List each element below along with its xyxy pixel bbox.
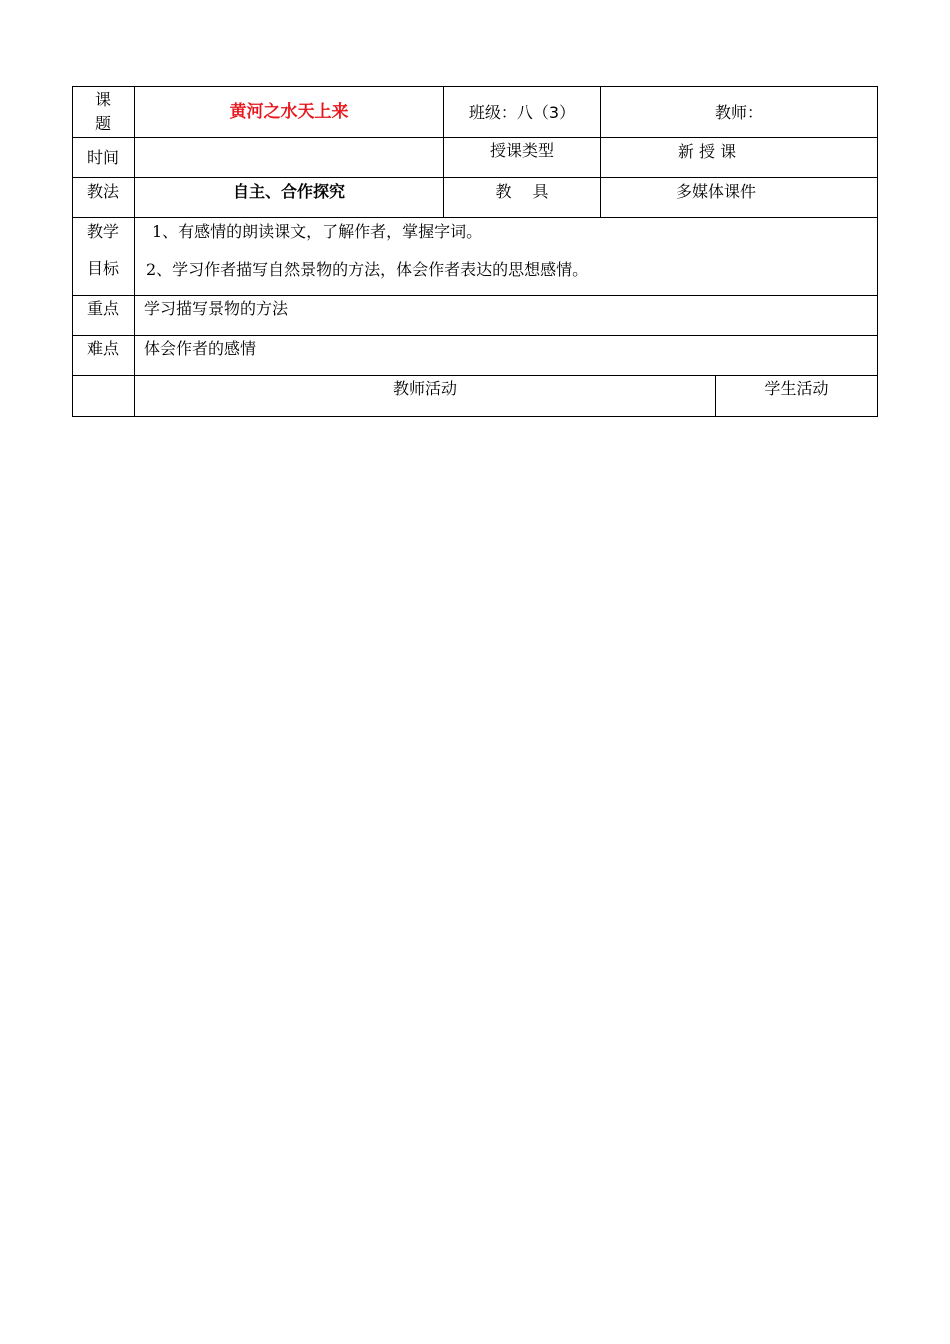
lesson-plan-table: [72, 86, 878, 417]
row-divider: [72, 335, 878, 336]
lesson-type-label: 授课类型: [489, 141, 554, 160]
subject-label-bottom: 题: [94, 114, 111, 133]
key-point-label: 重点: [86, 299, 119, 318]
row-divider: [72, 137, 878, 138]
row-divider: [72, 177, 878, 178]
lesson-type-value: 新 授 课: [677, 142, 737, 161]
goal-item-2: 2、学习作者描写自然景物的方法，体会作者表达的思想感情。: [146, 260, 589, 279]
key-point-value: 学习描写景物的方法: [144, 299, 289, 318]
teacher-label: 教师：: [714, 103, 763, 122]
tools-value: 多媒体课件: [675, 182, 756, 201]
method-value: 自主、合作探究: [232, 182, 345, 201]
table-border-right: [877, 86, 878, 417]
goals-label-bottom: 目标: [86, 259, 119, 278]
student-activity-header: 学生活动: [764, 379, 829, 398]
lesson-title: 黄河之水天上来: [229, 102, 349, 122]
column-divider: [134, 86, 135, 417]
table-border-left: [72, 86, 73, 417]
class-label: 班级：八（3）: [468, 103, 576, 122]
difficulty-label: 难点: [86, 339, 119, 358]
table-border-bottom: [72, 416, 878, 417]
row-divider: [72, 217, 878, 218]
table-border-top: [72, 86, 878, 87]
goals-label-top: 教学: [86, 222, 119, 241]
tools-label: 教 具: [495, 182, 549, 201]
time-label: 时间: [86, 148, 119, 167]
difficulty-value: 体会作者的感情: [144, 339, 257, 358]
method-label: 教法: [86, 182, 119, 201]
subject-label-top: 课: [94, 90, 111, 109]
row-divider: [72, 375, 878, 376]
row-divider: [72, 295, 878, 296]
goal-item-1: 1、有感情的朗读课文，了解作者，掌握字词。: [152, 222, 483, 241]
teacher-activity-header: 教师活动: [392, 379, 457, 398]
